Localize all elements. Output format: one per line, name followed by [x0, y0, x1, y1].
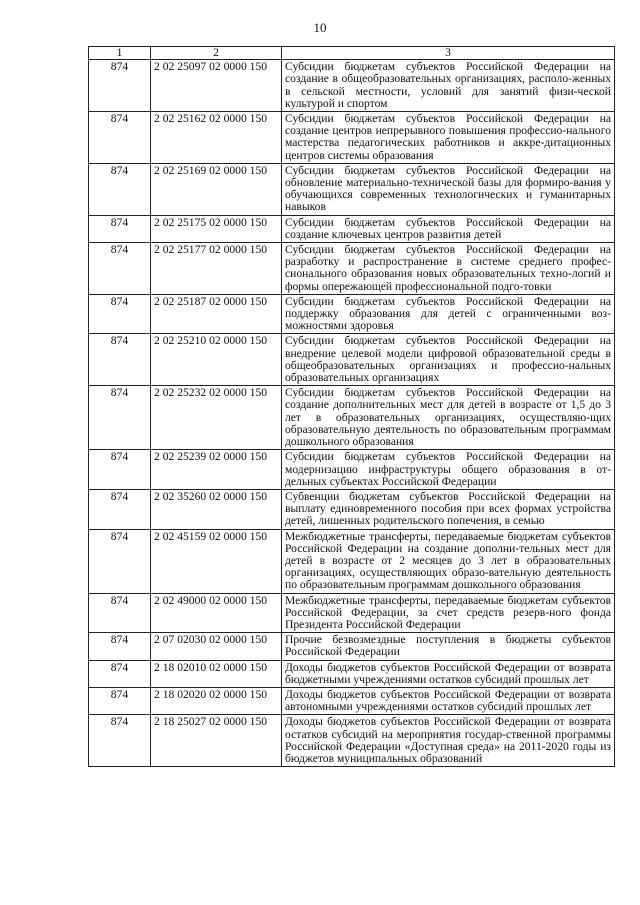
income-name-cell: Субсидии бюджетам субъектов Российской Федерации на создание дополнительных мест для детей в возрасте от 1,5 до 3 лет в образовательных организациях, осуществляю-щих образовательную деятельность по образовательным программам дошкольного образования	[282, 386, 615, 450]
administrator-code-cell: 874	[89, 660, 151, 687]
income-name-cell: Межбюджетные трансферты, передаваемые бюджетам субъектов Российской Федерации, за счет средств резерв-ного фонда Президента Российской Федерации	[282, 593, 615, 633]
administrator-code-cell: 874	[89, 633, 151, 660]
table-row	[89, 593, 615, 633]
table-row	[89, 687, 615, 714]
income-code-cell: 2 02 45159 02 0000 150	[151, 529, 282, 593]
administrator-code-cell: 874	[89, 163, 151, 215]
income-name-cell: Доходы бюджетов субъектов Российской Федерации от возврата остатков субсидий на мероприятия государ-ственной программы Российской Федерации «Доступная среда» на 2011-2020 годы из бюджетов муниципальных образований	[282, 715, 615, 767]
income-name-cell: Межбюджетные трансферты, передаваемые бюджетам субъектов Российской Федерации на создание дополни-тельных мест для детей в возрасте от 2 месяцев до 3 лет в образовательных организациях, осуществляющих образо-вательную деятельность по образовательным программам дошкольного образования	[282, 529, 615, 593]
administrator-code-cell: 874	[89, 386, 151, 450]
column-header-1: 1	[89, 47, 151, 60]
income-code-cell: 2 02 49000 02 0000 150	[151, 593, 282, 633]
income-code-cell: 2 02 25177 02 0000 150	[151, 243, 282, 295]
table-row	[89, 529, 615, 593]
column-header-3: 3	[282, 47, 615, 60]
income-code-cell: 2 02 25175 02 0000 150	[151, 215, 282, 242]
table-row	[89, 294, 615, 334]
table-row	[89, 163, 615, 215]
income-name-cell: Субсидии бюджетам субъектов Российской Федерации на поддержку образования для детей с ограниченными воз-можностями здоровья	[282, 294, 615, 334]
table-body	[89, 60, 615, 767]
table-row	[89, 334, 615, 386]
administrator-code-cell: 874	[89, 489, 151, 529]
income-code-cell: 2 02 25232 02 0000 150	[151, 386, 282, 450]
income-name-cell: Субсидии бюджетам субъектов Российской Федерации на создание центров непрерывного повышения профессио-нального мастерства педагогических работников и аккре-дитационных центров системы образования	[282, 112, 615, 164]
income-code-cell: 2 02 25162 02 0000 150	[151, 112, 282, 164]
income-name-cell: Доходы бюджетов субъектов Российской Федерации от возврата автономными учреждениями остатков субсидий прошлых лет	[282, 687, 615, 714]
administrator-code-cell: 874	[89, 450, 151, 490]
administrator-code-cell: 874	[89, 529, 151, 593]
table-row	[89, 112, 615, 164]
table-row	[89, 633, 615, 660]
administrator-code-cell: 874	[89, 112, 151, 164]
administrator-code-cell: 874	[89, 243, 151, 295]
income-name-cell: Субсидии бюджетам субъектов Российской Федерации на модернизацию инфраструктуры общего образования в от-дельных субъектах Российской Федерации	[282, 450, 615, 490]
page-number: 10	[313, 20, 327, 35]
table-header-row	[89, 47, 615, 60]
income-code-cell: 2 02 25239 02 0000 150	[151, 450, 282, 490]
income-code-cell: 2 02 25210 02 0000 150	[151, 334, 282, 386]
administrator-code-cell: 874	[89, 215, 151, 242]
income-code-cell: 2 02 25097 02 0000 150	[151, 60, 282, 112]
income-code-cell: 2 18 02020 02 0000 150	[151, 687, 282, 714]
administrator-code-cell: 874	[89, 294, 151, 334]
income-code-cell: 2 02 35260 02 0000 150	[151, 489, 282, 529]
income-code-cell: 2 07 02030 02 0000 150	[151, 633, 282, 660]
income-name-cell: Субсидии бюджетам субъектов Российской Федерации на разработку и распространение в системе среднего профес-сионального образования новых образовательных техно-логий и формы опережающей профессиональной подго-товки	[282, 243, 615, 295]
administrator-code-cell: 874	[89, 715, 151, 767]
income-code-cell: 2 02 25187 02 0000 150	[151, 294, 282, 334]
income-code-cell: 2 18 02010 02 0000 150	[151, 660, 282, 687]
budget-classification-table	[88, 46, 615, 767]
table-row	[89, 60, 615, 112]
income-name-cell: Субсидии бюджетам субъектов Российской Федерации на внедрение целевой модели цифровой образовательной среды в общеобразовательных организациях и профессио-нальных образовательных организациях	[282, 334, 615, 386]
income-name-cell: Субсидии бюджетам субъектов Российской Федерации на обновление материально-технической базы для формиро-вания у обучающихся современных технологических и гуманитарных навыков	[282, 163, 615, 215]
income-name-cell: Прочие безвозмездные поступления в бюджеты субъектов Российской Федерации	[282, 633, 615, 660]
table-row	[89, 660, 615, 687]
income-name-cell: Субсидии бюджетам субъектов Российской Федерации на создание ключевых центров развития детей	[282, 215, 615, 242]
table-row	[89, 489, 615, 529]
administrator-code-cell: 874	[89, 60, 151, 112]
administrator-code-cell: 874	[89, 334, 151, 386]
income-code-cell: 2 02 25169 02 0000 150	[151, 163, 282, 215]
income-name-cell: Доходы бюджетов субъектов Российской Федерации от возврата бюджетными учреждениями остатков субсидий прошлых лет	[282, 660, 615, 687]
table-row	[89, 450, 615, 490]
income-code-cell: 2 18 25027 02 0000 150	[151, 715, 282, 767]
administrator-code-cell: 874	[89, 687, 151, 714]
column-header-2: 2	[151, 47, 282, 60]
table-row	[89, 215, 615, 242]
income-name-cell: Субвенции бюджетам субъектов Российской Федерации на выплату единовременного пособия при всех формах устройства детей, лишенных родительского попечения, в семью	[282, 489, 615, 529]
table-row	[89, 386, 615, 450]
table-row	[89, 715, 615, 767]
administrator-code-cell: 874	[89, 593, 151, 633]
table-row	[89, 243, 615, 295]
income-name-cell: Субсидии бюджетам субъектов Российской Федерации на создание в общеобразовательных организациях, располо-женных в сельской местности, условий для занятий физи-ческой культурой и спортом	[282, 60, 615, 112]
